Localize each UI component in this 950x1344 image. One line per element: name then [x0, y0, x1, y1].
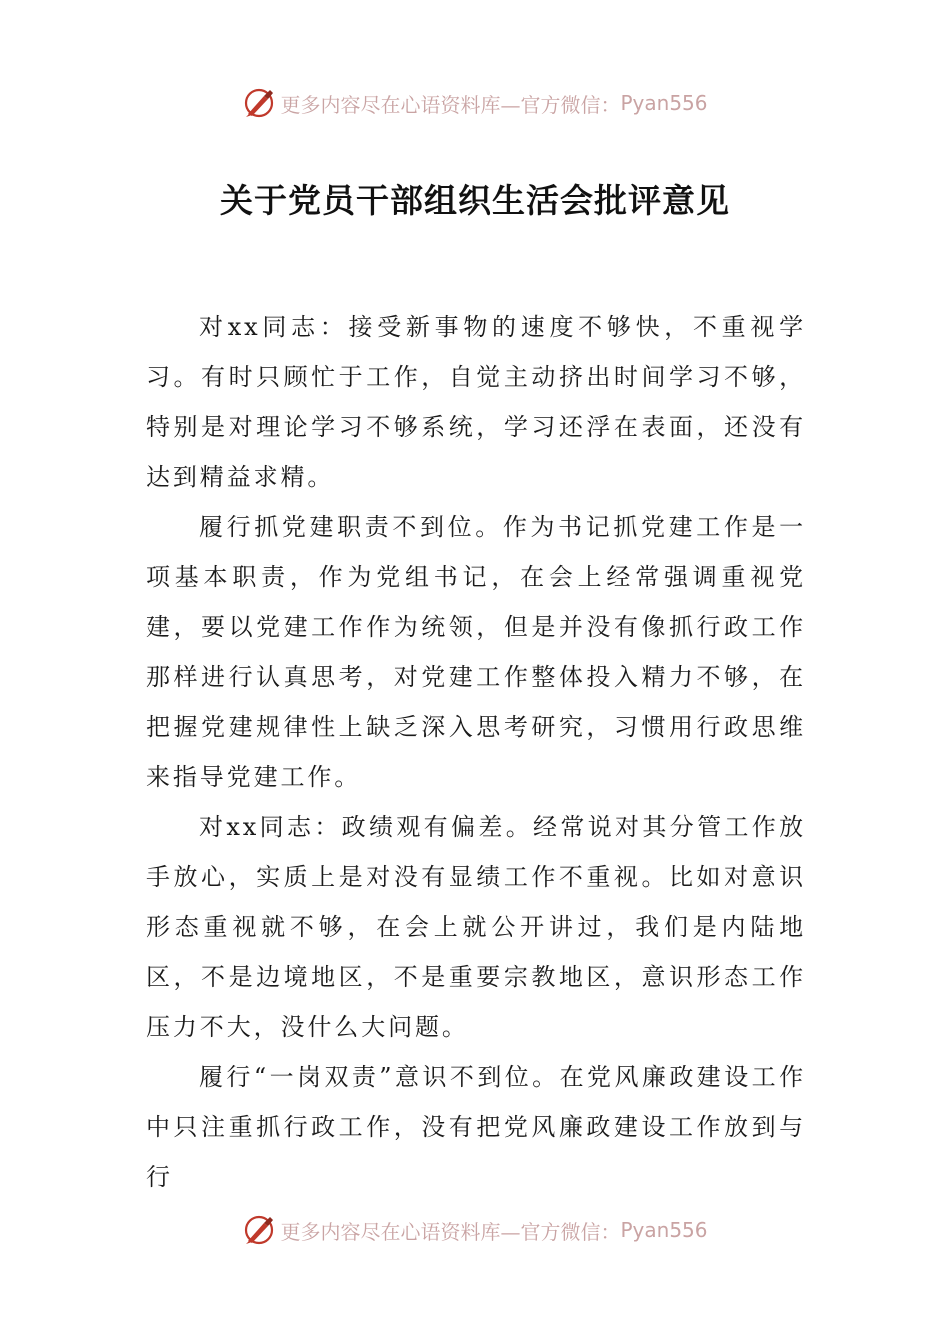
pen-brush-logo-icon — [242, 1213, 276, 1247]
paragraph-2: 履行抓党建职责不到位。作为书记抓党建工作是一项基本职责，作为党组书记，在会上经常强调重视党建，要以党建工作作为统领，但是并没有像抓行政工作那样进行认真思考，对党建工作整体投入精力不够，在把握党建规律性上缺乏深入思考研究，习惯用行政思维来指导党建工作。 — [146, 513, 806, 791]
document-title: 关于党员干部组织生活会批评意见 — [220, 181, 730, 220]
watermark-wechat-id: Pyan556 — [620, 91, 708, 115]
watermark-wechat-id: Pyan556 — [620, 1218, 708, 1242]
paragraph-3: 对xx同志：政绩观有偏差。经常说对其分管工作放手放心，实质上是对没有显绩工作不重视。比如对意识形态重视就不够，在会上就公开讲过，我们是内陆地区，不是边境地区，不是重要宗教地区，意识形态工作压力不大，没什么大问题。 — [146, 813, 806, 1041]
document-body — [146, 302, 806, 1202]
paragraph-1: 对xx同志：接受新事物的速度不够快，不重视学习。有时只顾忙于工作，自觉主动挤出时间学习不够，特别是对理论学习不够系统，学习还浮在表面，还没有达到精益求精。 — [146, 313, 806, 491]
pen-brush-logo-icon — [242, 86, 276, 120]
watermark-text: 更多内容尽在心语资料库—官方微信： — [280, 92, 621, 117]
footer-watermark — [0, 1210, 950, 1250]
watermark-text: 更多内容尽在心语资料库—官方微信： — [280, 1219, 621, 1244]
header-watermark — [0, 83, 950, 123]
paragraph-4: 履行“一岗双责”意识不到位。在党风廉政建设工作中只注重抓行政工作，没有把党风廉政建设工作放到与行 — [146, 1063, 806, 1191]
